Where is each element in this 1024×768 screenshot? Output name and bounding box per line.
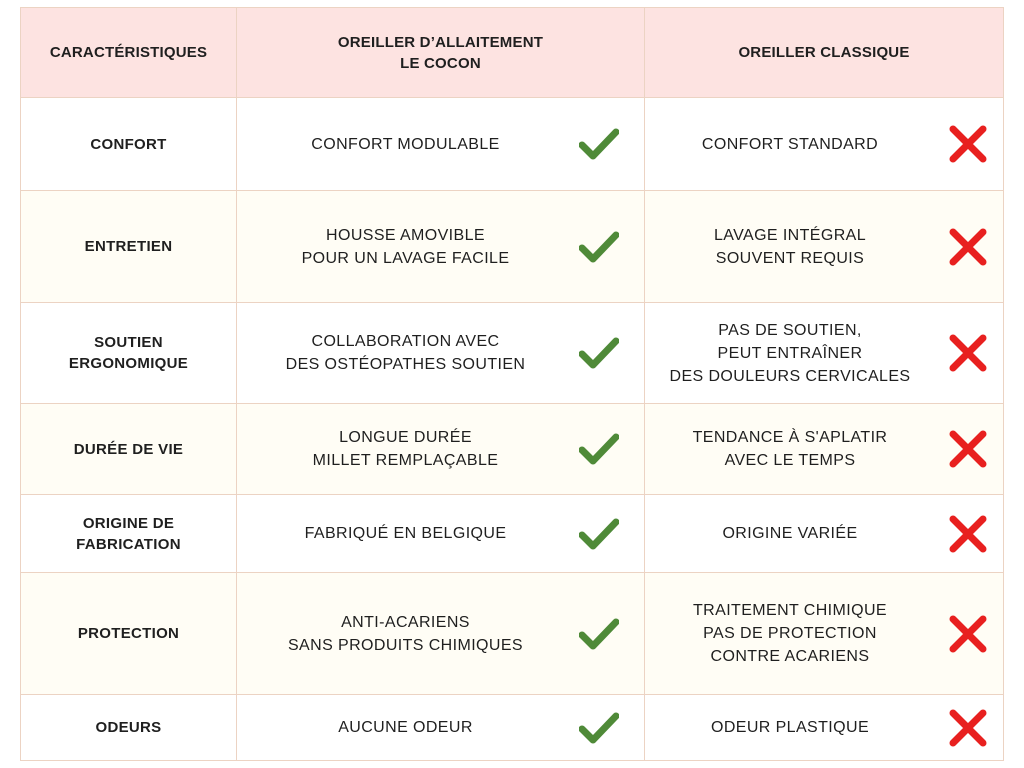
comparison-table bbox=[20, 7, 1004, 761]
cocon-value-cell bbox=[237, 404, 645, 495]
cross-icon bbox=[947, 707, 989, 749]
cocon-value-cell bbox=[237, 495, 645, 573]
cocon-value-cell bbox=[237, 303, 645, 404]
header-characteristics-label: CARACTÉRISTIQUES bbox=[49, 44, 208, 61]
cocon-value: ANTI-ACARIENS SANS PRODUITS CHIMIQUES bbox=[287, 613, 523, 654]
cocon-value: CONFORT MODULABLE bbox=[311, 135, 500, 153]
classique-value: TRAITEMENT CHIMIQUE PAS DE PROTECTION CONTRE ACARIENS bbox=[693, 602, 887, 665]
row-label: PROTECTION bbox=[77, 625, 180, 642]
classique-value: ORIGINE VARIÉE bbox=[722, 525, 858, 542]
classique-value: LAVAGE INTÉGRAL SOUVENT REQUIS bbox=[713, 226, 867, 267]
cocon-value: FABRIQUÉ EN BELGIQUE bbox=[304, 525, 507, 542]
header-classique bbox=[645, 8, 1003, 98]
row-label: ODEURS bbox=[95, 719, 162, 736]
cross-icon bbox=[947, 428, 989, 470]
header-cocon-label: OREILLER D’ALLAITEMENT LE COCON bbox=[337, 33, 544, 72]
check-icon bbox=[578, 226, 620, 268]
classique-value-cell bbox=[645, 191, 1003, 303]
check-icon bbox=[578, 707, 620, 749]
check-icon bbox=[578, 428, 620, 470]
row-label: ENTRETIEN bbox=[84, 238, 173, 255]
cocon-value-cell bbox=[237, 695, 645, 760]
row-label-cell bbox=[21, 191, 237, 303]
row-label: DURÉE DE VIE bbox=[73, 440, 184, 458]
cross-icon bbox=[947, 513, 989, 555]
classique-value-cell bbox=[645, 404, 1003, 495]
row-label: SOUTIEN ERGONOMIQUE bbox=[68, 334, 189, 372]
classique-value: TENDANCE À S'APLATIR AVEC LE TEMPS bbox=[692, 429, 888, 469]
classique-value-cell bbox=[645, 303, 1003, 404]
cocon-value: AUCUNE ODEUR bbox=[338, 719, 473, 736]
row-label-cell bbox=[21, 573, 237, 695]
check-icon bbox=[578, 613, 620, 655]
cocon-value-cell bbox=[237, 573, 645, 695]
cross-icon bbox=[947, 123, 989, 165]
classique-value: ODEUR PLASTIQUE bbox=[710, 719, 870, 736]
check-icon bbox=[578, 513, 620, 555]
row-label-cell bbox=[21, 695, 237, 760]
cross-icon bbox=[947, 613, 989, 655]
row-label-cell bbox=[21, 303, 237, 404]
row-label: CONFORT bbox=[90, 135, 167, 153]
classique-value-cell bbox=[645, 495, 1003, 573]
row-label-cell bbox=[21, 495, 237, 573]
check-icon bbox=[578, 332, 620, 374]
row-label: ORIGINE DE FABRICATION bbox=[76, 514, 181, 553]
cross-icon bbox=[947, 332, 989, 374]
cocon-value: HOUSSE AMOVIBLE POUR UN LAVAGE FACILE bbox=[301, 226, 510, 267]
header-characteristics bbox=[21, 8, 237, 98]
cocon-value-cell bbox=[237, 98, 645, 191]
row-label-cell bbox=[21, 98, 237, 191]
classique-value: CONFORT STANDARD bbox=[701, 135, 879, 153]
row-label-cell bbox=[21, 404, 237, 495]
cocon-value-cell bbox=[237, 191, 645, 303]
header-cocon bbox=[237, 8, 645, 98]
classique-value: PAS DE SOUTIEN, PEUT ENTRAÎNER DES DOULEURS CERVICALES bbox=[669, 321, 911, 385]
cross-icon bbox=[947, 226, 989, 268]
cocon-value: LONGUE DURÉE MILLET REMPLAÇABLE bbox=[312, 429, 499, 469]
check-icon bbox=[578, 123, 620, 165]
header-classique-label: OREILLER CLASSIQUE bbox=[738, 44, 910, 61]
cocon-value: COLLABORATION AVEC DES OSTÉOPATHES SOUTIEN bbox=[285, 333, 526, 373]
classique-value-cell bbox=[645, 573, 1003, 695]
classique-value-cell bbox=[645, 98, 1003, 191]
classique-value-cell bbox=[645, 695, 1003, 760]
